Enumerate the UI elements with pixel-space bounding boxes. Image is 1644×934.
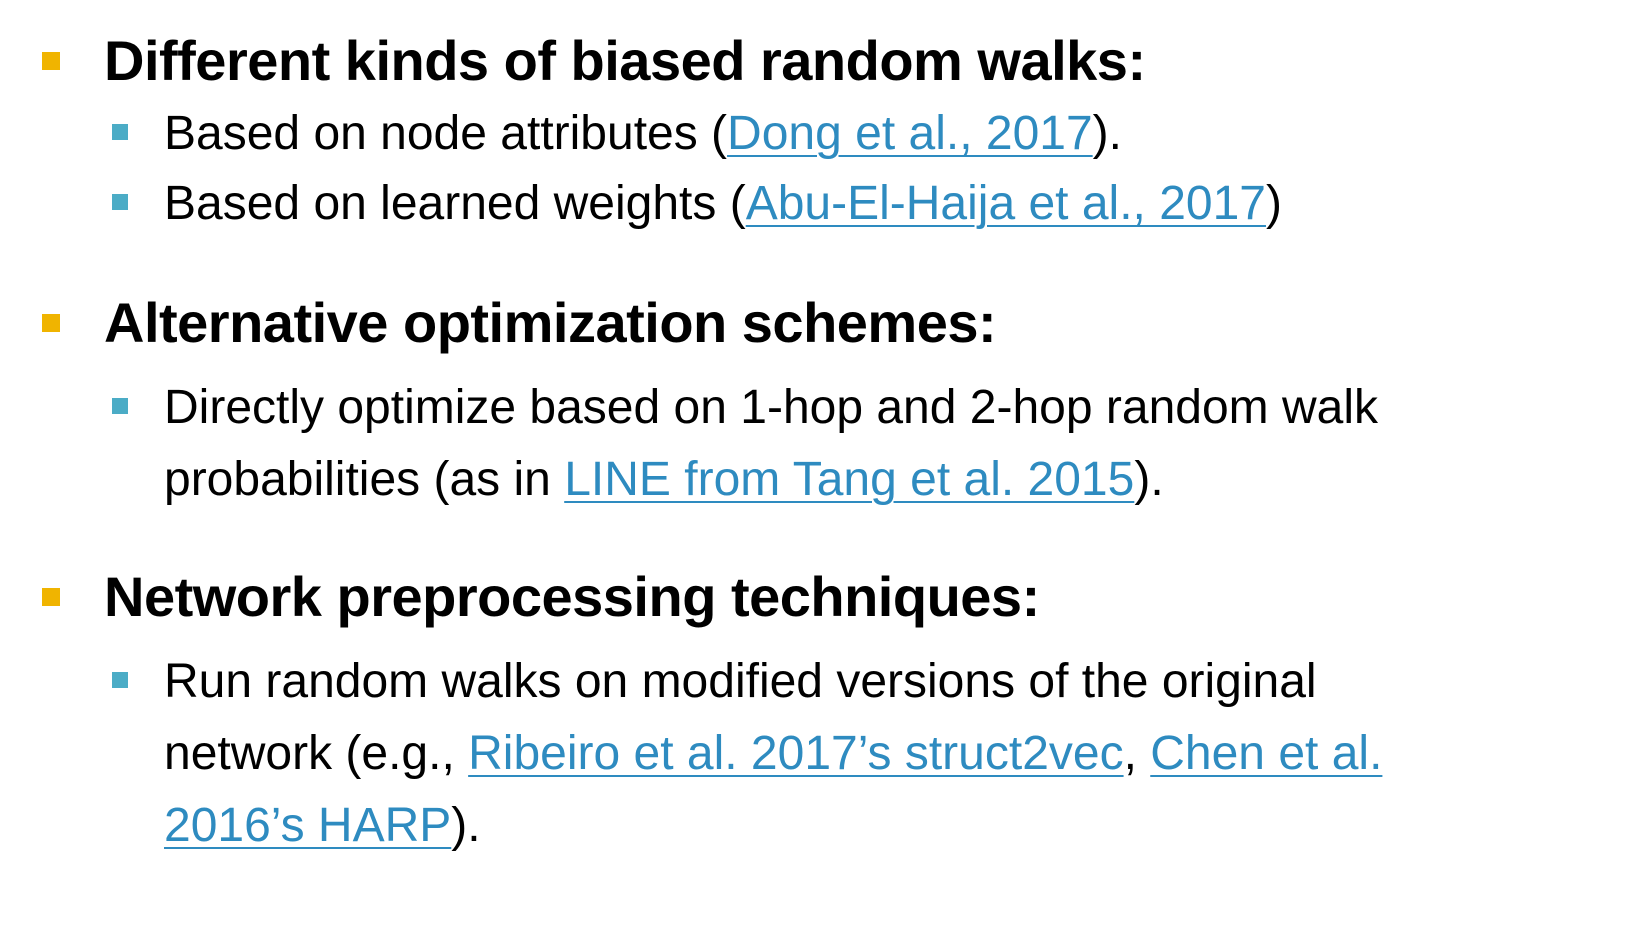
item-text: ,: [1123, 727, 1151, 780]
item-text: Directly optimize based on 1-hop and 2-hop random walk: [164, 381, 1378, 434]
link-ribeiro-struct2vec[interactable]: Ribeiro et al. 2017’s struct2vec: [468, 727, 1124, 780]
sub-bullet-icon: [112, 194, 128, 210]
item-text: Run random walks on modified versions of the original: [164, 655, 1317, 708]
item-text: Based on learned weights (: [164, 177, 746, 230]
sub-bullet-icon: [112, 398, 128, 414]
link-dong-2017[interactable]: Dong et al., 2017: [727, 107, 1093, 160]
item-text-line-2: [164, 444, 1604, 516]
main-bullet-icon: [42, 314, 60, 332]
link-chen-harp-cont[interactable]: 2016’s HARP: [164, 799, 452, 852]
item-text: Based on node attributes (: [164, 107, 728, 160]
item-text: ).: [451, 799, 481, 852]
list-item-node-attributes: [164, 98, 1604, 170]
link-line-tang-2015[interactable]: LINE from Tang et al. 2015: [564, 453, 1135, 506]
link-chen-harp[interactable]: Chen et al.: [1150, 727, 1383, 780]
list-item-modified-networks: [164, 646, 1604, 862]
main-bullet-icon: [42, 52, 60, 70]
section-heading-preprocessing: Network preprocessing techniques:: [104, 565, 1040, 628]
item-text-line-2: [164, 718, 1604, 790]
item-text: ).: [1134, 453, 1164, 506]
section-heading-biased-walks: Different kinds of biased random walks:: [104, 29, 1146, 92]
link-abu-el-haija-2017[interactable]: Abu-El-Haija et al., 2017: [745, 177, 1266, 230]
sub-bullet-icon: [112, 124, 128, 140]
section-heading-optimization: Alternative optimization schemes:: [104, 291, 997, 354]
item-text: ).: [1092, 107, 1122, 160]
list-item-directly-optimize: [164, 372, 1604, 516]
sub-bullet-icon: [112, 672, 128, 688]
item-text: network (e.g.,: [164, 727, 469, 780]
item-text: probabilities (as in: [164, 453, 565, 506]
list-item-learned-weights: [164, 168, 1604, 240]
main-bullet-icon: [42, 588, 60, 606]
item-text-line-3: [164, 790, 1604, 862]
item-text: ): [1266, 177, 1282, 230]
